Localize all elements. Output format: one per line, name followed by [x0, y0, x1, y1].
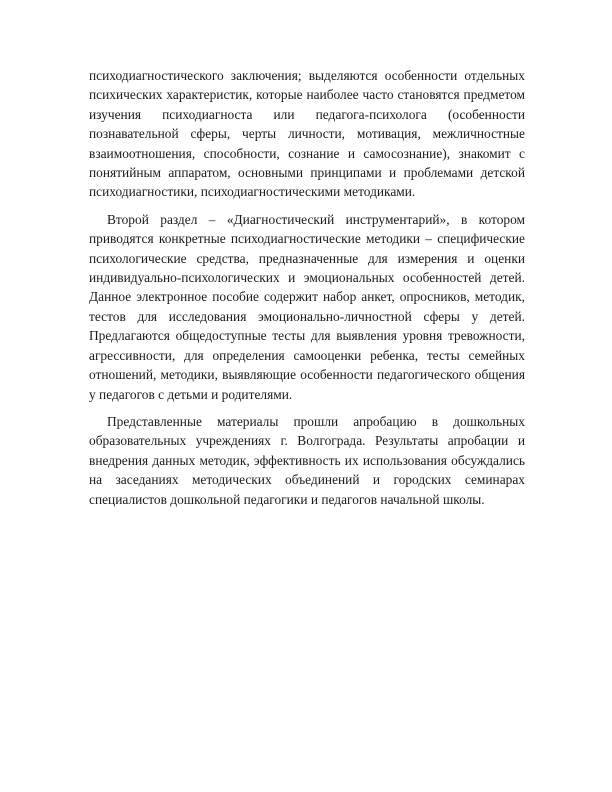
paragraph-1: психодиагностического заключения; выделяются особенности отдельных психических характеристик, которые наиболее часто становятся предметом изучения психодиагноста или педагога-психолога (особенности познавательной сферы, черты личности, мотивация, межличностные взаимоотношения, способности, сознание и самосознание), знакомит с понятийным аппаратом, основными принципами и проблемами детской психодиагностики, психодиагностическими методиками.: [89, 68, 525, 200]
body-text: [89, 66, 525, 509]
paragraph-3: Представленные материалы прошли апробацию в дошкольных образовательных учреждениях г. Волгограда. Результаты апробации и внедрения данных методик, эффективность их использования обсуждались на заседаниях методических объединений и городских семинарах специалистов дошкольной педагогики и педагогов начальной школы.: [89, 413, 525, 507]
paragraph-2: Второй раздел – «Диагностический инструментарий», в котором приводятся конкретные психодиагностические методики – специфические психологические средства, предназначенные для измерения и оценки индивидуально-психологических и эмоциональных особенностей детей. Данное электронное пособие содержит набор анкет, опросников, методик, тестов для исследования эмоционально-личностной сферы у детей. Предлагаются общедоступные тесты для выявления уровня тревожности, агрессивности, для определения самооценки ребенка, тесты семейных отношений, методики, выявляющие особенности педагогического общения у педагогов с детьми и родителями.: [89, 211, 525, 402]
